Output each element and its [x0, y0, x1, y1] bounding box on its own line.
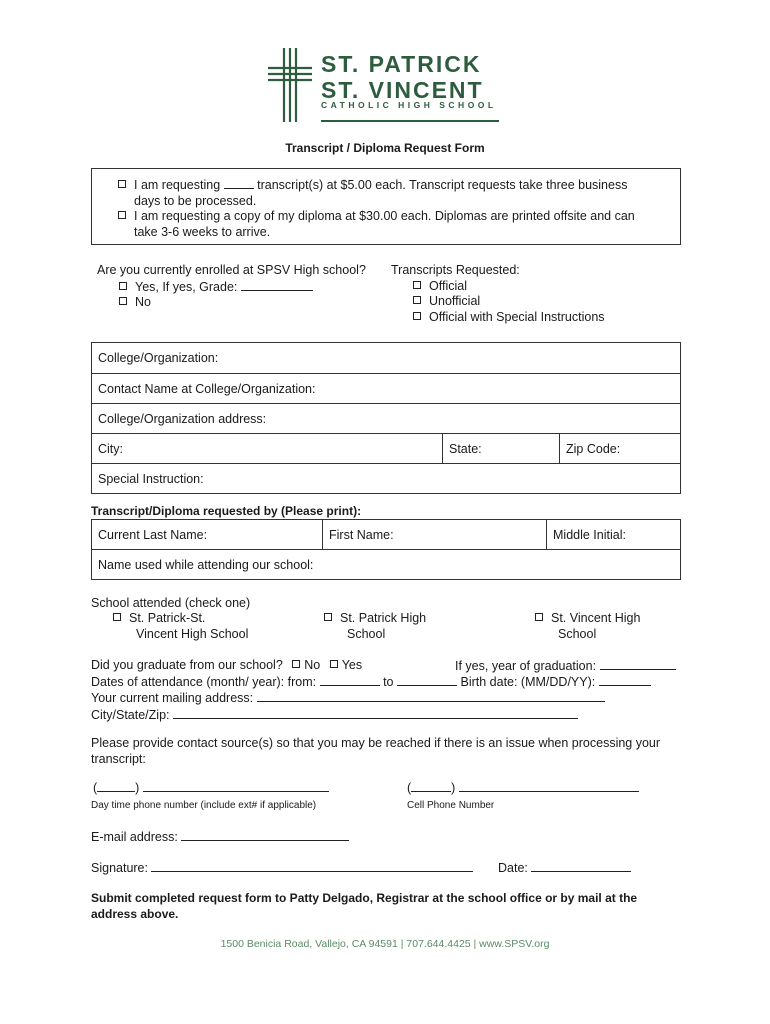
mailing-address-field[interactable] — [257, 690, 605, 702]
grad-year-field[interactable] — [600, 658, 676, 670]
submit-note: Submit completed request form to Patty Delgado, Registrar at the school office or by mail at the address above. — [91, 891, 638, 921]
contact-prompt: Please provide contact source(s) so that you may be reached if there is an issue when processing your transcript: — [91, 736, 661, 766]
graduated-yes-checkbox[interactable] — [330, 660, 338, 668]
graduated-yes-label: Yes — [341, 658, 363, 672]
school-name-line2: ST. VINCENT — [321, 77, 484, 103]
transcripts-requested-label: Transcripts Requested: — [391, 263, 520, 277]
enrollment-question: Are you currently enrolled at SPSV High school? — [97, 263, 366, 277]
day-phone-field[interactable] — [143, 780, 329, 792]
signature-label: Signature: — [91, 861, 148, 875]
school-subtitle: CATHOLIC HIGH SCHOOL — [321, 100, 497, 110]
mailing-address-label: Your current mailing address: — [91, 691, 254, 705]
college-row[interactable] — [92, 343, 680, 374]
diploma-request-label: I am requesting a copy of my diploma at $30.00 each. Diplomas are printed offsite and can — [134, 209, 635, 223]
transcript-request-label: I am requesting — [134, 178, 221, 192]
enrolled-no-label: No — [135, 295, 151, 309]
day-phone-line — [93, 780, 329, 795]
school-stpatrick-label-cont: School — [347, 626, 386, 641]
transcripts-requested-section — [391, 263, 605, 325]
school-option-spsv — [113, 611, 248, 642]
school-stvincent-label: St. Vincent High — [551, 611, 641, 625]
official-label: Official — [429, 278, 467, 293]
cell-phone-paren-open: ( — [407, 781, 412, 795]
enrolled-yes-label: Yes, If yes, Grade: — [135, 279, 238, 294]
graduated-no-checkbox[interactable] — [292, 660, 300, 668]
school-spsv-label: St. Patrick-St. — [129, 611, 206, 625]
signature-line — [91, 860, 473, 875]
zip-label[interactable]: Zip Code: — [566, 441, 621, 456]
email-field[interactable] — [181, 829, 349, 841]
special-instruction-label: Special Instruction: — [98, 472, 204, 486]
special-instruction-row[interactable] — [92, 464, 680, 494]
requester-name-table — [91, 519, 681, 580]
day-phone-label: Day time phone number (include ext# if applicable) — [91, 800, 317, 811]
state-label[interactable]: State: — [443, 434, 560, 463]
graduated-no-label: No — [304, 658, 321, 672]
email-label: E-mail address: — [91, 830, 178, 844]
diploma-request-text-cont: take 3-6 weeks to arrive. — [134, 224, 271, 239]
school-option-stpatrick — [324, 611, 426, 642]
logo-underline — [321, 120, 499, 122]
college-label: College/Organization: — [98, 351, 219, 365]
attendance-from-field[interactable] — [320, 674, 380, 686]
enrolled-no-checkbox[interactable] — [119, 297, 127, 305]
school-stpatrick-checkbox[interactable] — [324, 613, 332, 621]
signature-field[interactable] — [151, 860, 473, 872]
city-label[interactable]: City: — [92, 434, 443, 463]
grad-year-label: If yes, year of graduation: — [455, 659, 597, 673]
day-phone-paren-open: ( — [93, 781, 98, 795]
school-spsv-checkbox[interactable] — [113, 613, 121, 621]
contact-row[interactable] — [92, 374, 680, 404]
name-used-row[interactable] — [92, 550, 680, 580]
school-option-stvincent — [535, 611, 640, 642]
cell-phone-line — [407, 780, 639, 795]
school-attended-label: School attended (check one) — [91, 596, 251, 610]
graduation-section — [91, 658, 681, 723]
middle-initial-label[interactable]: Middle Initial: — [553, 527, 626, 542]
transcript-request-checkbox[interactable] — [118, 180, 126, 188]
unofficial-checkbox[interactable] — [413, 296, 421, 304]
name-used-label: Name used while attending our school: — [98, 558, 314, 572]
cell-phone-paren-close: ) — [451, 781, 456, 795]
last-name-label[interactable]: Current Last Name: — [92, 520, 323, 549]
requested-by-heading: Transcript/Diploma requested by (Please print): — [91, 504, 362, 518]
email-line — [91, 829, 349, 844]
school-name-line1: ST. PATRICK — [321, 51, 482, 77]
cell-phone-label: Cell Phone Number — [407, 800, 495, 811]
attendance-to-field[interactable] — [397, 674, 457, 686]
contact-label: Contact Name at College/Organization: — [98, 381, 316, 396]
cell-phone-area-field[interactable] — [411, 780, 451, 792]
official-special-checkbox[interactable] — [413, 312, 421, 320]
graduated-question: Did you graduate from our school? — [91, 658, 283, 672]
transcript-request-text-cont: days to be processed. — [134, 193, 257, 208]
day-phone-paren-close: ) — [135, 781, 140, 795]
enrollment-section — [97, 263, 366, 311]
grade-field[interactable] — [241, 279, 313, 291]
form-title: Transcript / Diploma Request Form — [285, 141, 485, 155]
address-label: College/Organization address: — [98, 411, 267, 426]
enrolled-yes-checkbox[interactable] — [119, 282, 127, 290]
date-line — [498, 860, 631, 875]
day-phone-area-field[interactable] — [97, 780, 135, 792]
city-state-zip-row — [92, 434, 680, 464]
official-checkbox[interactable] — [413, 281, 421, 289]
transcript-request-text: transcript(s) at $5.00 each. Transcript requests take three business — [257, 178, 628, 192]
city-state-zip-field[interactable] — [173, 707, 578, 719]
birth-date-field[interactable] — [599, 674, 651, 686]
school-stvincent-label-cont: School — [558, 626, 597, 641]
school-stvincent-checkbox[interactable] — [535, 613, 543, 621]
unofficial-label: Unofficial — [429, 294, 481, 308]
cell-phone-field[interactable] — [459, 780, 639, 792]
college-info-table — [91, 342, 681, 494]
school-cross-logo-icon — [266, 46, 314, 124]
address-row[interactable] — [92, 404, 680, 434]
date-field[interactable] — [531, 860, 631, 872]
name-row — [92, 520, 680, 550]
city-state-zip-label: City/State/Zip: — [91, 707, 170, 722]
birth-date-label: Birth date: (MM/DD/YY): — [460, 674, 596, 689]
request-options-box — [91, 168, 681, 245]
attendance-to-label: to — [383, 674, 394, 689]
school-stpatrick-label: St. Patrick High — [340, 611, 427, 625]
school-spsv-label-cont: Vincent High School — [136, 626, 249, 641]
attendance-from-label: Dates of attendance (month/ year): from: — [91, 674, 317, 689]
diploma-request-checkbox[interactable] — [118, 211, 126, 219]
date-label: Date: — [498, 861, 528, 875]
transcript-count-field[interactable] — [224, 177, 254, 189]
official-special-label: Official with Special Instructions — [429, 309, 605, 324]
footer-contact: 1500 Benicia Road, Vallejo, CA 94591 | 707.644.4425 | www.SPSV.org — [220, 938, 550, 950]
first-name-label[interactable]: First Name: — [323, 520, 547, 549]
